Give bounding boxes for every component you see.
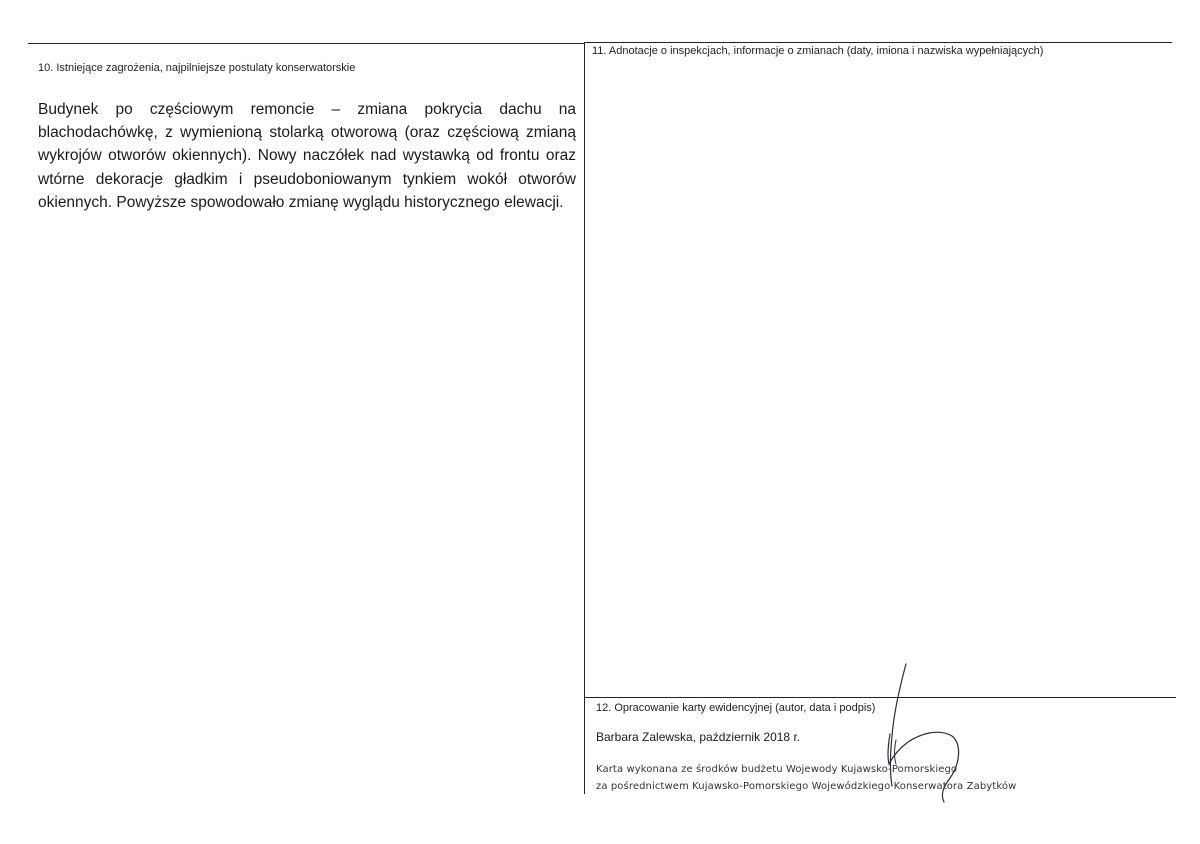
section-10-text: Budynek po częściowym remoncie – zmiana pokrycia dachu na blachodachówkę, z wymienioną stolarką otworową (oraz częściową zmianą wykrojów otworów okiennych). Nowy naczółek nad wystawką od frontu oraz wtórne dekoracje gładkim i pseudoboniowanym tynkiem wokół otworów okiennych. Powyższe spowodowało zmianę wyglądu historycznego elewacji. (38, 101, 576, 211)
top-rule-right (584, 42, 1172, 43)
author-date-line: Barbara Zalewska, październik 2018 r. (596, 730, 801, 744)
section-12-header: 12. Opracowanie karty ewidencyjnej (autor, data i podpis) (596, 702, 876, 714)
section-10-header: 10. Istniejące zagrożenia, najpilniejsze postulaty konserwatorskie (38, 62, 356, 74)
funding-note-line-1: Karta wykonana ze środków budżetu Wojewody Kujawsko-Pomorskiego (596, 764, 958, 775)
funding-note-line-2: za pośrednictwem Kujawsko-Pomorskiego Wojewódzkiego Konserwatora Zabytków (596, 781, 1017, 792)
signature-icon (860, 656, 970, 816)
top-rule-left (28, 43, 584, 44)
column-divider (584, 42, 585, 794)
section-11-header: 11. Adnotacje o inspekcjach, informacje o zmianach (daty, imiona i nazwiska wypełniających) (592, 45, 1044, 57)
